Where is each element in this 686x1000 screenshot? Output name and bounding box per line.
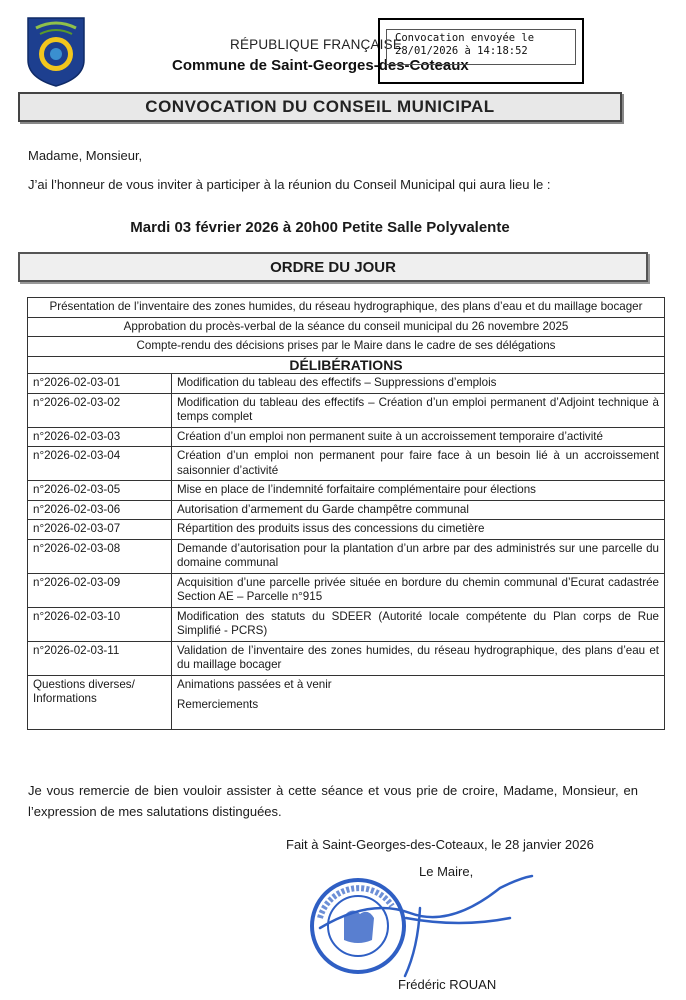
table-row xyxy=(28,393,665,427)
deliberation-number: n°2026-02-03-11 xyxy=(28,641,172,675)
table-row xyxy=(28,481,665,501)
deliberation-text: Modification du tableau des effectifs – Suppressions d’emplois xyxy=(172,374,665,394)
table-row xyxy=(28,337,665,357)
table-row xyxy=(28,447,665,481)
mayor-title: Le Maire, xyxy=(419,864,474,879)
deliberation-text: Création d’un emploi non permanent suite à un accroissement temporaire d’activité xyxy=(172,427,665,447)
deliberation-number: n°2026-02-03-03 xyxy=(28,427,172,447)
deliberation-number: n°2026-02-03-09 xyxy=(28,573,172,607)
table-row xyxy=(28,317,665,337)
table-row xyxy=(28,539,665,573)
deliberation-number: n°2026-02-03-05 xyxy=(28,481,172,501)
table-row xyxy=(28,427,665,447)
table-row xyxy=(28,675,665,729)
intro-paragraph: J’ai l’honneur de vous inviter à participer à la réunion du Conseil Municipal qui aura lieu le : xyxy=(28,177,551,192)
deliberation-number: n°2026-02-03-04 xyxy=(28,447,172,481)
deliberation-text: Validation de l’inventaire des zones humides, du réseau hydrographique, des plans d’eau et du maillage bocager xyxy=(172,641,665,675)
deliberation-text: Création d’un emploi non permanent pour faire face à un besoin lié à un accroissement saisonnier d’activité xyxy=(172,447,665,481)
deliberation-number: n°2026-02-03-01 xyxy=(28,374,172,394)
table-row xyxy=(28,641,665,675)
table-row xyxy=(28,298,665,318)
sent-stamp-line1: Convocation envoyée le xyxy=(395,32,535,44)
questions-item: Remerciements xyxy=(177,698,259,711)
questions-label: Questions diverses/ Informations xyxy=(28,675,172,729)
table-row xyxy=(28,356,665,374)
mayor-name: Frédéric ROUAN xyxy=(398,977,497,992)
deliberation-number: n°2026-02-03-10 xyxy=(28,607,172,641)
deliberation-text: Acquisition d’une parcelle privée située en bordure du chemin communal d’Ecurat cadastrée Section AE – Parcelle n°915 xyxy=(172,573,665,607)
deliberation-text: Demande d’autorisation pour la plantation d’un arbre par des administrés sur une parcelle du domaine communal xyxy=(172,539,665,573)
deliberations-heading: DÉLIBÉRATIONS xyxy=(28,356,665,374)
place-date: Fait à Saint-Georges-des-Coteaux, le 28 janvier 2026 xyxy=(286,837,594,852)
questions-item: Animations passées et à venir xyxy=(177,677,332,691)
agenda-preliminary-item: Compte-rendu des décisions prises par le Maire dans le cadre de ses délégations xyxy=(28,337,665,357)
agenda-table xyxy=(27,297,665,730)
table-row xyxy=(28,520,665,540)
sent-stamp xyxy=(386,29,576,65)
commune-crest-icon xyxy=(24,14,88,88)
closing-paragraph: Je vous remercie de bien vouloir assister à cette séance et vous prie de croire, Madame, Monsieur, en l’expression de mes salutations distinguées. xyxy=(28,783,638,819)
deliberation-number: n°2026-02-03-08 xyxy=(28,539,172,573)
deliberation-text: Mise en place de l’indemnité forfaitaire complémentaire pour élections xyxy=(172,481,665,501)
deliberation-number: n°2026-02-03-06 xyxy=(28,500,172,520)
deliberation-number: n°2026-02-03-02 xyxy=(28,393,172,427)
sent-stamp-line2: 28/01/2026 à 14:18:52 xyxy=(395,45,528,57)
document-title: CONVOCATION DU CONSEIL MUNICIPAL xyxy=(18,92,622,122)
handwritten-signature-icon xyxy=(300,858,540,988)
deliberation-number: n°2026-02-03-07 xyxy=(28,520,172,540)
republic-label: RÉPUBLIQUE FRANÇAISE xyxy=(230,37,403,52)
table-row xyxy=(28,573,665,607)
table-row xyxy=(28,607,665,641)
deliberation-text: Autorisation d’armement du Garde champêtre communal xyxy=(172,500,665,520)
agenda-preliminary-item: Présentation de l’inventaire des zones humides, du réseau hydrographique, des plans d’eau et du maillage bocager xyxy=(28,298,665,318)
table-row xyxy=(28,500,665,520)
meeting-date-place: Mardi 03 février 2026 à 20h00 Petite Salle Polyvalente xyxy=(130,219,510,236)
agenda-preliminary-item: Approbation du procès-verbal de la séance du conseil municipal du 26 novembre 2025 xyxy=(28,317,665,337)
commune-name: Commune de Saint-Georges-des-Coteaux xyxy=(172,57,469,74)
table-row xyxy=(28,374,665,394)
salutation: Madame, Monsieur, xyxy=(28,148,143,163)
agenda-title: ORDRE DU JOUR xyxy=(18,252,648,282)
deliberation-text: Modification des statuts du SDEER (Autorité locale compétente du Plan corps de Rue Simplifié - PCRS) xyxy=(172,607,665,641)
deliberation-text: Répartition des produits issus des concessions du cimetière xyxy=(172,520,665,540)
sent-stamp-frame xyxy=(378,18,584,84)
deliberation-text: Modification du tableau des effectifs – Création d’un emploi permanent d’Adjoint technique à temps complet xyxy=(172,393,665,427)
questions-items xyxy=(172,675,665,729)
